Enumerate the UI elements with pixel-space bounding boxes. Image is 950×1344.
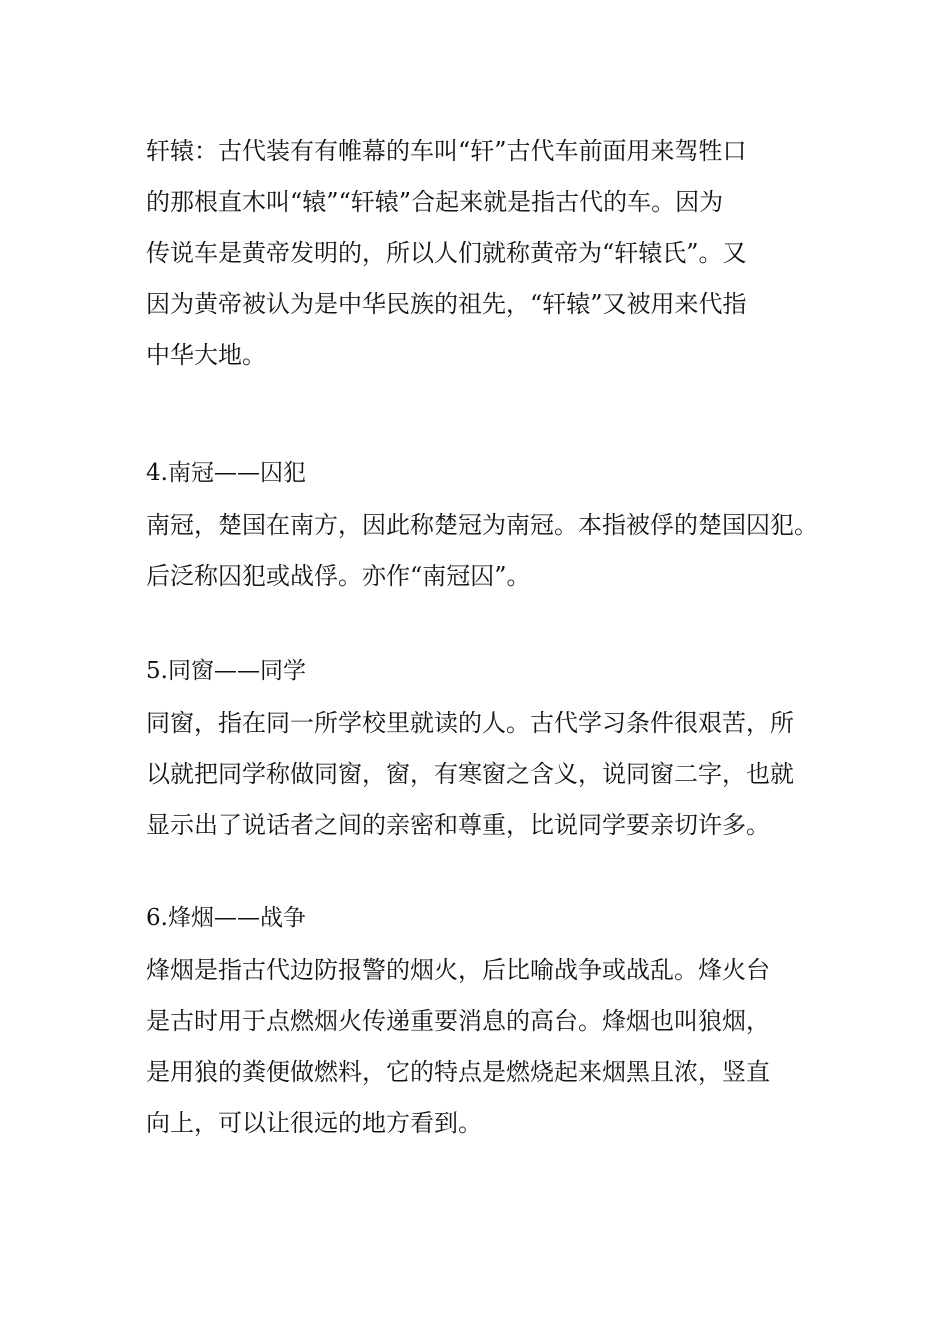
- section-heading: 6.烽烟——战争: [146, 905, 306, 931]
- text-line: 南冠，楚国在南方，因此称楚冠为南冠。本指被俘的楚国囚犯。: [146, 511, 818, 539]
- text-line: 的那根直木叫“辕”“轩辕”合起来就是指古代的车。因为: [146, 188, 724, 216]
- section-nanguan: [146, 458, 826, 488]
- paragraph-nanguan: [146, 500, 826, 602]
- paragraph-tongchuang: [146, 698, 826, 851]
- text-line: 显示出了说话者之间的亲密和尊重，比说同学要亲切许多。: [146, 811, 770, 839]
- section-heading: 4.南冠——囚犯: [146, 460, 306, 486]
- text-line: 是用狼的粪便做燃料，它的特点是燃烧起来烟黑且浓，竖直: [146, 1058, 770, 1086]
- paragraph-xuanyuan: [146, 126, 826, 381]
- section-fengyan: [146, 903, 826, 933]
- text-line: 轩辕：古代装有有帷幕的车叫“轩”古代车前面用来驾牲口: [146, 137, 747, 165]
- paragraph-fengyan: [146, 945, 826, 1149]
- text-line: 烽烟是指古代边防报警的烟火，后比喻战争或战乱。烽火台: [146, 956, 770, 984]
- section-tongchuang: [146, 656, 826, 686]
- text-line: 是古时用于点燃烟火传递重要消息的高台。烽烟也叫狼烟，: [146, 1007, 770, 1035]
- text-line: 中华大地。: [146, 341, 266, 369]
- text-line: 后泛称囚犯或战俘。亦作“南冠囚”。: [146, 562, 531, 590]
- text-line: 以就把同学称做同窗，窗，有寒窗之含义，说同窗二字，也就: [146, 760, 794, 788]
- text-line: 因为黄帝被认为是中华民族的祖先，“轩辕”又被用来代指: [146, 290, 747, 318]
- text-line: 同窗，指在同一所学校里就读的人。古代学习条件很艰苦，所: [146, 709, 794, 737]
- text-line: 传说车是黄帝发明的，所以人们就称黄帝为“轩辕氏”。又: [146, 239, 747, 267]
- text-line: 向上，可以让很远的地方看到。: [146, 1109, 482, 1137]
- section-heading: 5.同窗——同学: [146, 658, 306, 684]
